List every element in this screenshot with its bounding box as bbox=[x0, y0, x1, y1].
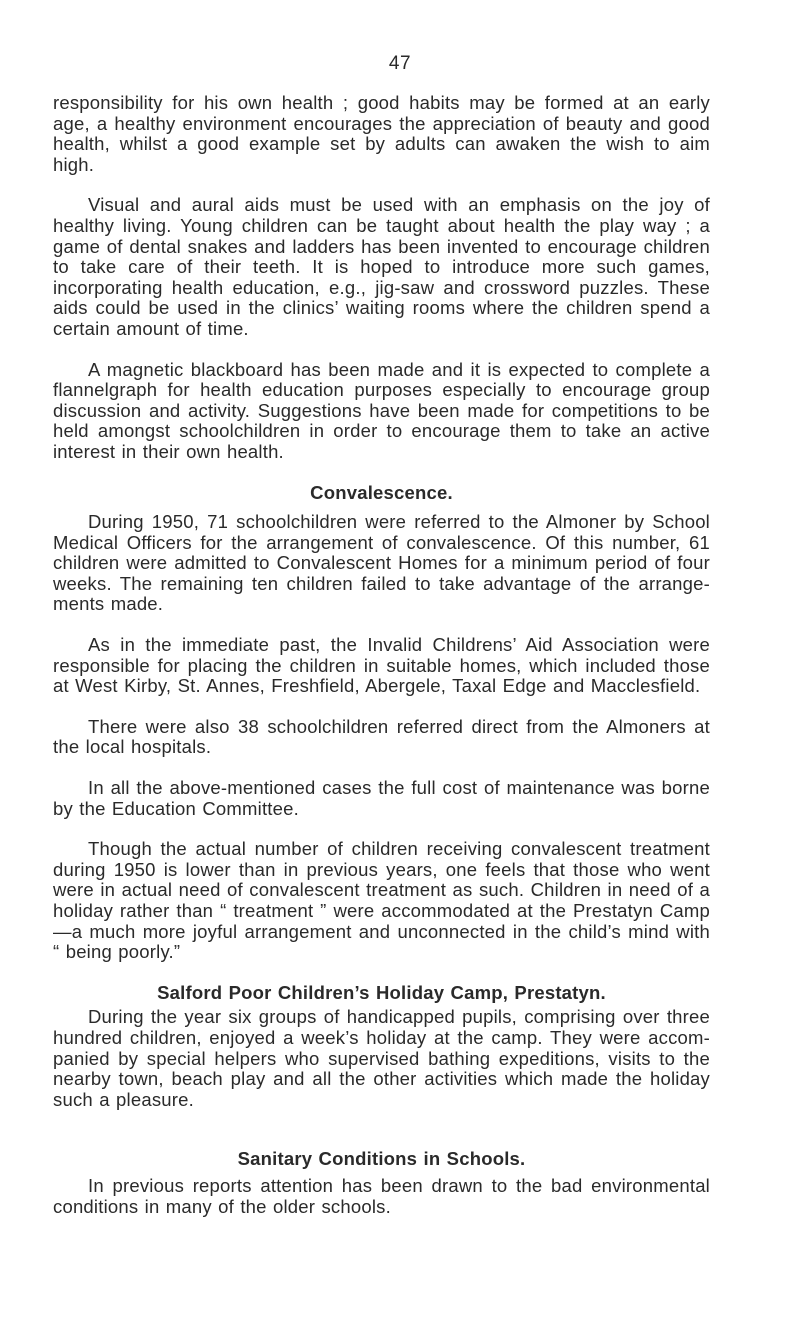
paragraph: In all the above-mentioned cases the full cost of maintenance was borne by the Education Committee. bbox=[53, 777, 710, 819]
paragraph: During 1950, 71 schoolchildren were referred to the Almoner by School Medical Officers for the arrangement of convalescence. Of this number, 61 children were admitted to Convalescent Homes for a minimum period of four weeks. The remaining ten children failed to take advantage of the arrange- ments made. bbox=[53, 511, 710, 615]
paragraph: There were also 38 schoolchildren referred direct from the Almoners at the local hospitals. bbox=[53, 715, 710, 758]
paragraph: Though the actual number of children receiving convalescent treatment during 1950 is lower than in previous years, one feels that those who went were in actual need of convalescent treatment as such. Children in need of a holiday rather than “ treatment ” were accommodated at the Prestatyn Camp—a much more joyful arrangement and unconnected in the child’s mind with “ being poorly.” bbox=[53, 838, 710, 963]
section-heading-sanitary-conditions: Sanitary Conditions in Schools. bbox=[237, 1148, 526, 1170]
paragraph: Visual and aural aids must be used with an emphasis on the joy of healthy living. Young children can be taught about health the play way ; a game of dental snakes and ladders has been invented to encourage children to take care of their teeth. It is hoped to introduce more such games, incorporating health education, e.g., jig-saw and crossword puzzles. These aids could be used in the clinics’ waiting rooms where the children spend a certain amount of time. bbox=[53, 194, 710, 339]
paragraph: A magnetic blackboard has been made and it is expected to complete a flannelgraph for health education purposes especially to encourage group discussion and activity. Suggestions have been made for competitions to be held amongst schoolchildren in order to encourage them to take an active interest in their own health. bbox=[53, 358, 710, 462]
paragraph: During the year six groups of handicapped pupils, comprising over three hundred children, enjoyed a week’s holiday at the camp. They were accom- panied by special helpers who supervised bathing expeditions, visits to the nearby town, beach play and all the other activities which made the holiday such a pleasure. bbox=[53, 1006, 710, 1110]
page-number: 47 bbox=[388, 53, 412, 74]
paragraph: In previous reports attention has been drawn to the bad environmental conditions in many of the older schools. bbox=[53, 1174, 710, 1217]
document-body bbox=[53, 93, 710, 1237]
paragraph: responsibility for his own health ; good habits may be formed at an early age, a healthy environment encourages the appreciation of beauty and good health, whilst a good example set by adults can awaken the wish to aim high. bbox=[53, 92, 710, 175]
section-heading-holiday-camp: Salford Poor Children’s Holiday Camp, Prestatyn. bbox=[157, 981, 606, 1003]
section-heading-convalescence: Convalescence. bbox=[310, 481, 453, 503]
paragraph: As in the immediate past, the Invalid Childrens’ Aid Association were responsible for placing the children in suitable homes, which included those at West Kirby, St. Annes, Freshfield, Abergele, Taxal Edge and Macclesfield. bbox=[53, 634, 710, 697]
